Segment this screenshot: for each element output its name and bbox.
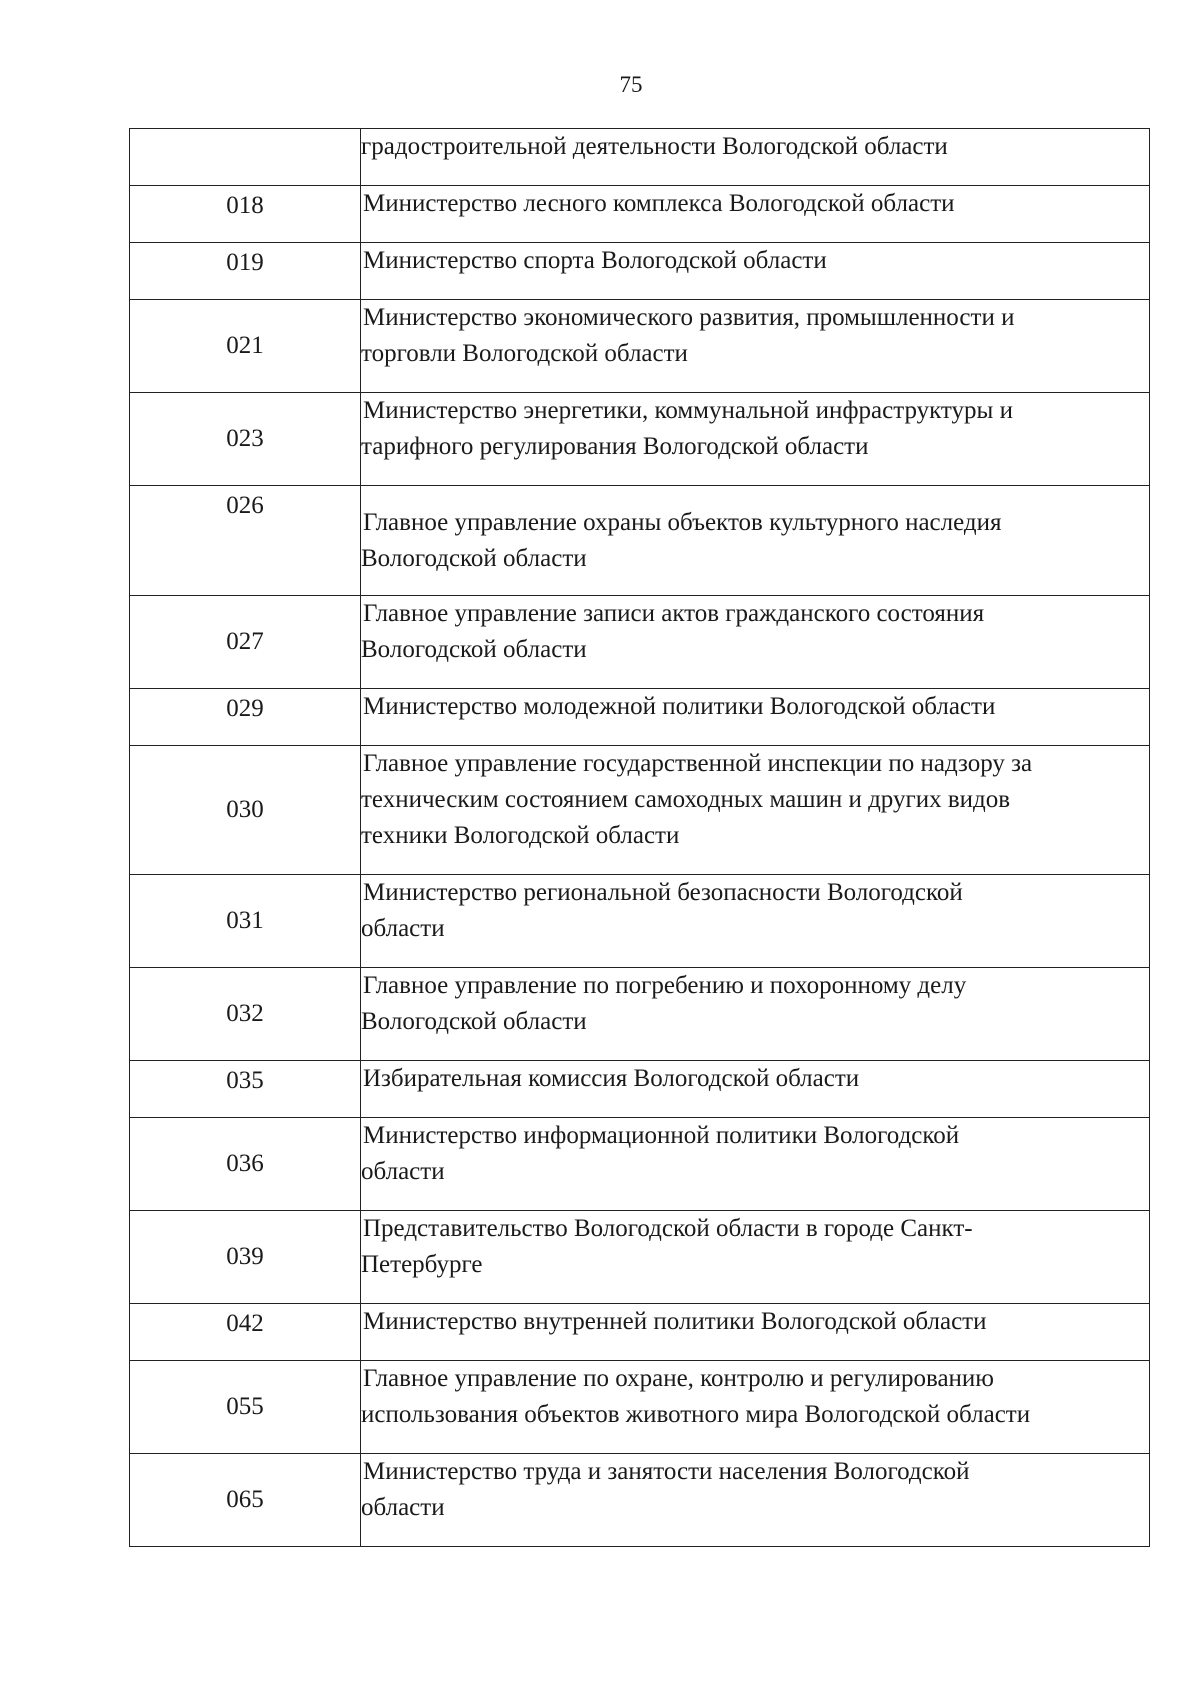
name-cell [361, 1361, 1150, 1454]
table-row [130, 1061, 1150, 1118]
name-cell [361, 393, 1150, 486]
table-row [130, 1361, 1150, 1454]
code-cell: 030 [130, 746, 361, 875]
table-row [130, 243, 1150, 300]
name-line: Петербурге [361, 1251, 483, 1278]
name-line: Главное управление по охране, контролю и регулированию [363, 1365, 994, 1392]
code-cell: 023 [130, 393, 361, 486]
name-line: Представительство Вологодской области в городе Санкт- [363, 1215, 973, 1242]
name-line: Вологодской области [361, 1008, 587, 1035]
name-line: области [361, 1494, 445, 1521]
name-line: техники Вологодской области [361, 822, 680, 849]
name-line: Министерство энергетики, коммунальной инфраструктуры и [363, 397, 1013, 424]
name-line: Министерство внутренней политики Вологодской области [363, 1308, 987, 1335]
name-line: Министерство региональной безопасности Вологодской [363, 879, 963, 906]
name-cell [361, 968, 1150, 1061]
name-cell [361, 300, 1150, 393]
table-row [130, 689, 1150, 746]
table-row [130, 1118, 1150, 1211]
name-line: Избирательная комиссия Вологодской области [363, 1065, 860, 1092]
name-cell [361, 129, 1150, 186]
name-cell [361, 596, 1150, 689]
name-line: Министерство информационной политики Вологодской [363, 1122, 960, 1149]
name-line: области [361, 1158, 445, 1185]
name-cell [361, 243, 1150, 300]
code-cell: 027 [130, 596, 361, 689]
table-row [130, 968, 1150, 1061]
code-cell: 031 [130, 875, 361, 968]
name-line: Главное управление по погребению и похоронному делу [363, 972, 967, 999]
name-cell [361, 1061, 1150, 1118]
code-cell: 026 [130, 486, 361, 596]
name-line: торговли Вологодской области [361, 340, 688, 367]
name-line: Вологодской области [361, 544, 587, 572]
name-line: техническим состоянием самоходных машин и других видов [361, 786, 1011, 813]
code-cell: 055 [130, 1361, 361, 1454]
name-line: Министерство экономического развития, промышленности и [363, 304, 1015, 331]
name-line: Главное управление государственной инспекции по надзору за [363, 750, 1033, 777]
name-cell [361, 186, 1150, 243]
table-row [130, 486, 1150, 596]
table-row [130, 1454, 1150, 1547]
code-cell: 021 [130, 300, 361, 393]
name-line: градостроительной деятельности Вологодской области [361, 133, 948, 160]
table-row [130, 300, 1150, 393]
table-row [130, 129, 1150, 186]
name-line: тарифного регулирования Вологодской области [361, 433, 869, 460]
table-row [130, 596, 1150, 689]
table-row [130, 875, 1150, 968]
name-line: Главное управление записи актов гражданского состояния [363, 600, 985, 627]
name-cell [361, 1211, 1150, 1304]
code-cell: 039 [130, 1211, 361, 1304]
code-cell: 042 [130, 1304, 361, 1361]
code-cell: 032 [130, 968, 361, 1061]
table-row [130, 186, 1150, 243]
code-cell: 019 [130, 243, 361, 300]
name-cell [361, 875, 1150, 968]
table-row [130, 1211, 1150, 1304]
code-cell: 035 [130, 1061, 361, 1118]
code-cell: 018 [130, 186, 361, 243]
name-line: области [361, 915, 445, 942]
name-cell [361, 1454, 1150, 1547]
name-line: использования объектов животного мира Вологодской области [361, 1401, 1031, 1428]
name-line: Главное управление охраны объектов культурного наследия [363, 508, 1002, 536]
budget-codes-table [129, 128, 1150, 1547]
page-number: 75 [619, 72, 643, 97]
table-row [130, 1304, 1150, 1361]
name-line: Министерство спорта Вологодской области [363, 247, 827, 274]
code-cell: 036 [130, 1118, 361, 1211]
name-cell [361, 486, 1150, 596]
name-cell [361, 746, 1150, 875]
name-cell [361, 689, 1150, 746]
name-line: Министерство молодежной политики Вологодской области [363, 693, 996, 720]
code-cell: 029 [130, 689, 361, 746]
name-line: Министерство труда и занятости населения Вологодской [363, 1458, 970, 1485]
table-row [130, 393, 1150, 486]
name-line: Министерство лесного комплекса Вологодской области [363, 190, 955, 217]
code-cell: 065 [130, 1454, 361, 1547]
code-cell [130, 129, 361, 186]
name-cell [361, 1304, 1150, 1361]
table-row [130, 746, 1150, 875]
name-cell [361, 1118, 1150, 1211]
name-line: Вологодской области [361, 636, 587, 663]
